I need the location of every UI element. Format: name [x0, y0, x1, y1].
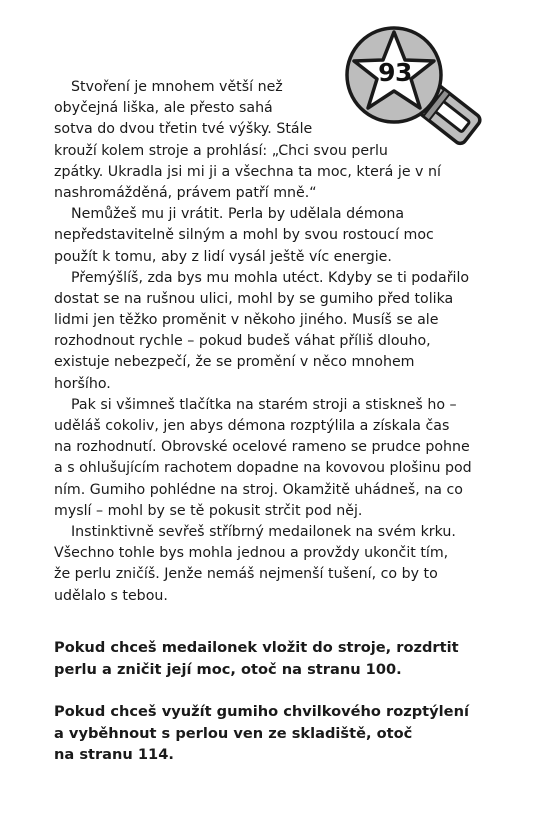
text-line: existuje nebezpečí, že se promění v něco mnohem — [54, 354, 415, 371]
text-line: Všechno tohle bys mohla jednou a provždy ukončit tím, — [54, 545, 449, 562]
paragraph — [54, 522, 488, 607]
paragraph — [54, 268, 488, 395]
text-line: Instinktivně sevřeš stříbrný medailonek na svém krku. — [71, 523, 456, 540]
text-line: udělalo s tebou. — [54, 587, 168, 604]
text-line: nashromážděná, právem patří mně.“ — [54, 184, 317, 201]
text-line: horšího. — [54, 375, 111, 392]
choice-line: perlu a zničit její moc, otoč na stranu 100. — [54, 660, 402, 678]
text-line: uděláš cokoliv, jen abys démona rozptýlila a získala čas — [54, 418, 450, 434]
text-line: rozhodnout rychle – pokud budeš váhat příliš dlouho, — [54, 333, 431, 350]
text-line: dostat se na rušnou ulici, mohl by se gumiho před tolika — [54, 290, 454, 307]
page-number: 93 — [378, 58, 412, 87]
choice-line: Pokud chceš medailonek vložit do stroje, rozdrtit — [54, 639, 459, 656]
text-line: lidmi jen těžko proměnit v někoho jiného. Musíš se ale — [54, 312, 439, 329]
text-line: Pak si všimneš tlačítka na starém stroji a stiskneš ho – — [71, 396, 457, 413]
text-line: sotva do dvou třetin tvé výšky. Stále — [54, 121, 313, 138]
paragraph — [54, 395, 488, 522]
text-line: ním. Gumiho pohlédne na stroj. Okamžitě uhádneš, na co — [54, 481, 463, 498]
choice-line: Pokud chceš využít gumiho chvilkového rozptýlení — [54, 703, 469, 720]
choice-turn-to-114 — [54, 701, 494, 766]
text-line: myslí – mohl by se tě pokusit strčit pod něj. — [54, 502, 363, 519]
text-line: obyčejná liška, ale přesto sahá — [54, 100, 273, 117]
text-line: nepředstavitelně silným a mohl by svou rostoucí moc — [54, 227, 434, 244]
choice-line: na stranu 114. — [54, 746, 174, 763]
text-line: použít k tomu, aby z lidí vysál ještě víc energie. — [54, 248, 392, 265]
choices — [54, 637, 494, 766]
text-line: že perlu zničíš. Jenže nemáš nejmenší tušení, co by to — [54, 566, 438, 583]
choice-line: a vyběhnout s perlou ven ze skladiště, otoč — [54, 724, 413, 742]
text-line: na rozhodnutí. Obrovské ocelové rameno se prudce pohne — [54, 439, 470, 456]
text-line: a s ohlušujícím rachotem dopadne na kovovou plošinu pod — [54, 460, 472, 477]
text-line: krouží kolem stroje a prohlásí: „Chci svou perlu — [54, 142, 388, 159]
paragraph — [54, 77, 488, 204]
story-text — [54, 77, 488, 607]
paragraph — [54, 204, 488, 268]
text-line: zpátky. Ukradla jsi mi ji a všechna ta moc, která je v ní — [54, 163, 441, 180]
text-line: Stvoření je mnohem větší než — [71, 79, 283, 95]
choice-turn-to-100 — [54, 637, 494, 680]
text-line: Nemůžeš mu ji vrátit. Perla by udělala démona — [71, 206, 405, 223]
text-line: Přemýšlíš, zda bys mu mohla utéct. Kdyby se ti podařilo — [71, 269, 470, 286]
